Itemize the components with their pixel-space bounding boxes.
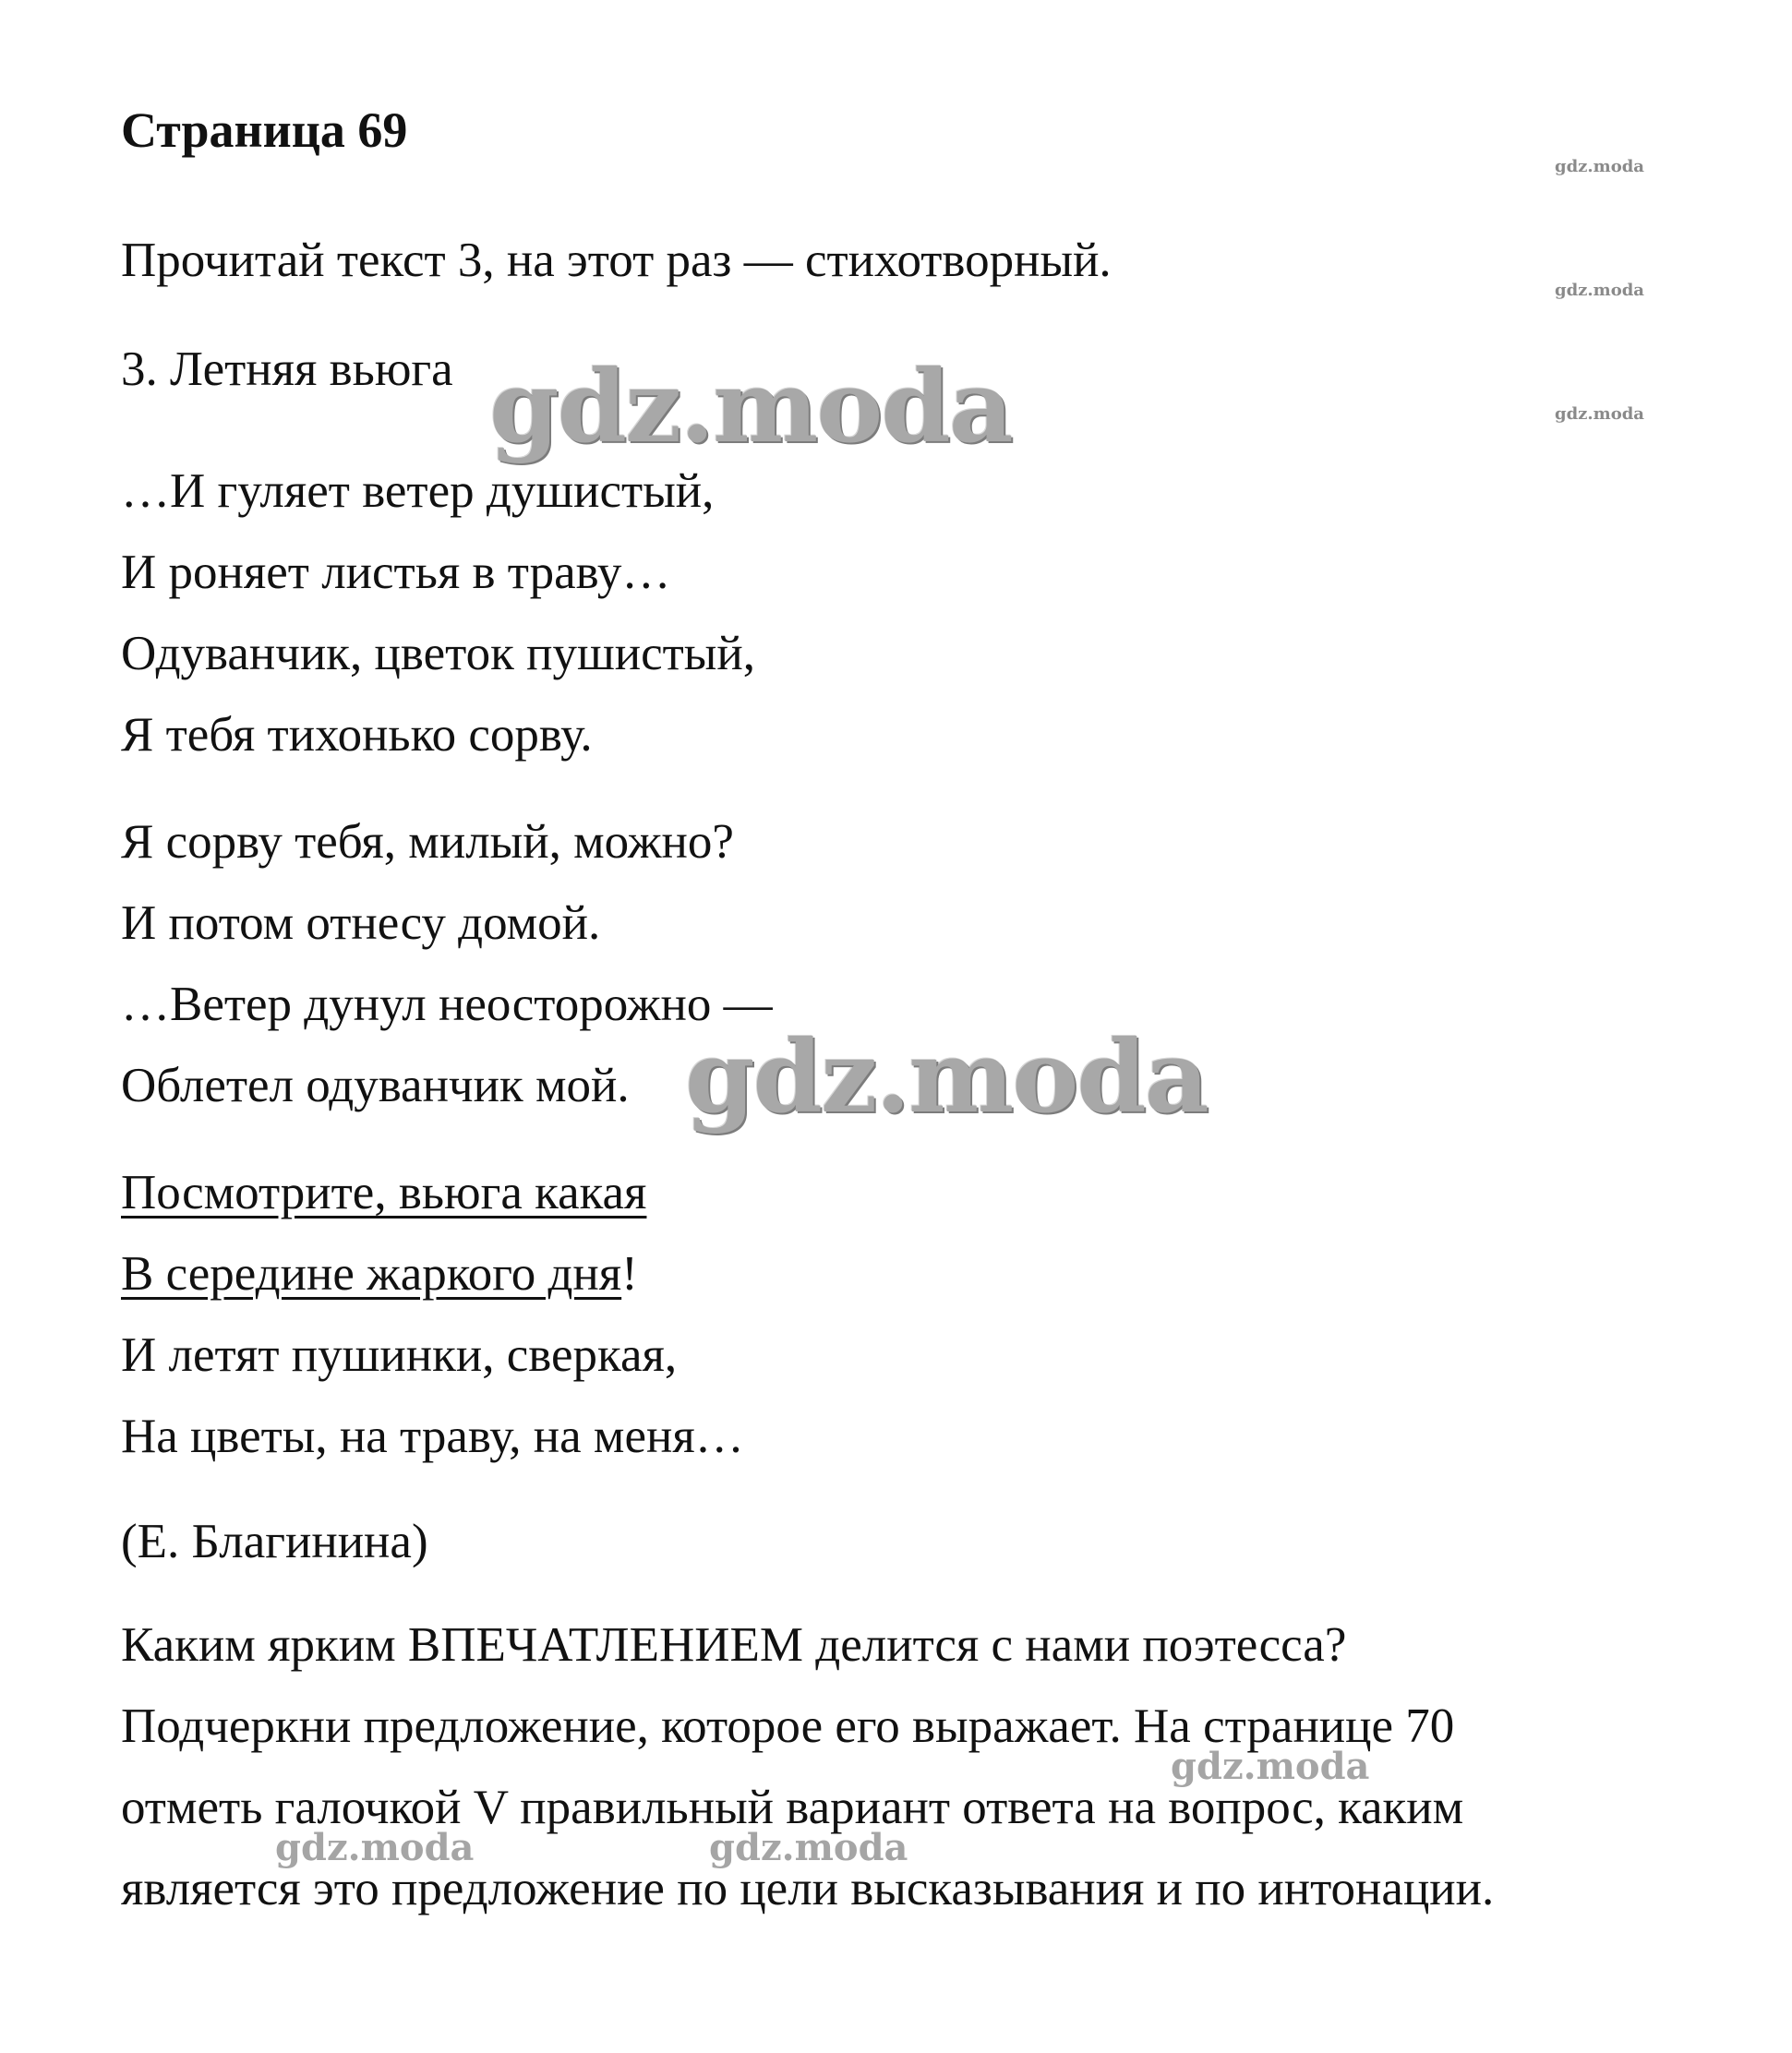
intro-text: Прочитай текст 3, на этот раз — стихотворный. [121, 234, 1112, 287]
poem-line: Я сорву тебя, милый, можно? [121, 815, 734, 869]
poem-line-underlined [121, 1246, 638, 1303]
poem-line: И летят пушинки, сверкая, [121, 1328, 678, 1382]
poem-line: Я тебя тихонько сорву. [121, 708, 593, 762]
watermark-medium-1: gdz.moda [1171, 1745, 1370, 1788]
poem-line-underlined [121, 1165, 646, 1221]
task-line: Подчеркни предложение, которое его выражает. На странице 70 [121, 1699, 1455, 1753]
task-line: отметь галочкой V правильный вариант ответа на вопрос, каким [121, 1781, 1464, 1834]
exclamation-mark: ! [621, 1247, 638, 1301]
watermark-small-1: gdz.moda [1555, 157, 1644, 176]
underlined-sentence-part-2: В середине жаркого дня [121, 1247, 622, 1301]
watermark-medium-3: gdz.moda [709, 1826, 908, 1869]
poem-line: …И гуляет ветер душистый, [121, 464, 715, 518]
poem-line: Облетел одуванчик мой. [121, 1059, 630, 1112]
watermark-small-3: gdz.moda [1555, 404, 1644, 424]
poem-title: 3. Летняя вьюга [121, 342, 453, 396]
watermark-large-2: gdz.moda [685, 1019, 1208, 1135]
task-line: является это предложение по цели высказывания и по интонации. [121, 1862, 1495, 1915]
watermark-small-2: gdz.moda [1555, 281, 1644, 300]
watermark-large-1: gdz.moda [489, 349, 1012, 465]
poem-line: …Ветер дунул неосторожно — [121, 978, 773, 1031]
poem-author: (Е. Благинина) [121, 1515, 428, 1568]
page-heading: Страница 69 [121, 102, 408, 158]
underlined-sentence-part-1: Посмотрите, вьюга какая [121, 1166, 647, 1219]
poem-line: Одуванчик, цветок пушистый, [121, 627, 756, 680]
watermark-medium-2: gdz.moda [275, 1826, 475, 1869]
poem-line: И роняет листья в траву… [121, 546, 671, 599]
poem-line: На цветы, на траву, на меня… [121, 1410, 744, 1463]
task-line: Каким ярким ВПЕЧАТЛЕНИЕМ делится с нами поэтесса? [121, 1618, 1347, 1672]
poem-line: И потом отнесу домой. [121, 896, 601, 950]
